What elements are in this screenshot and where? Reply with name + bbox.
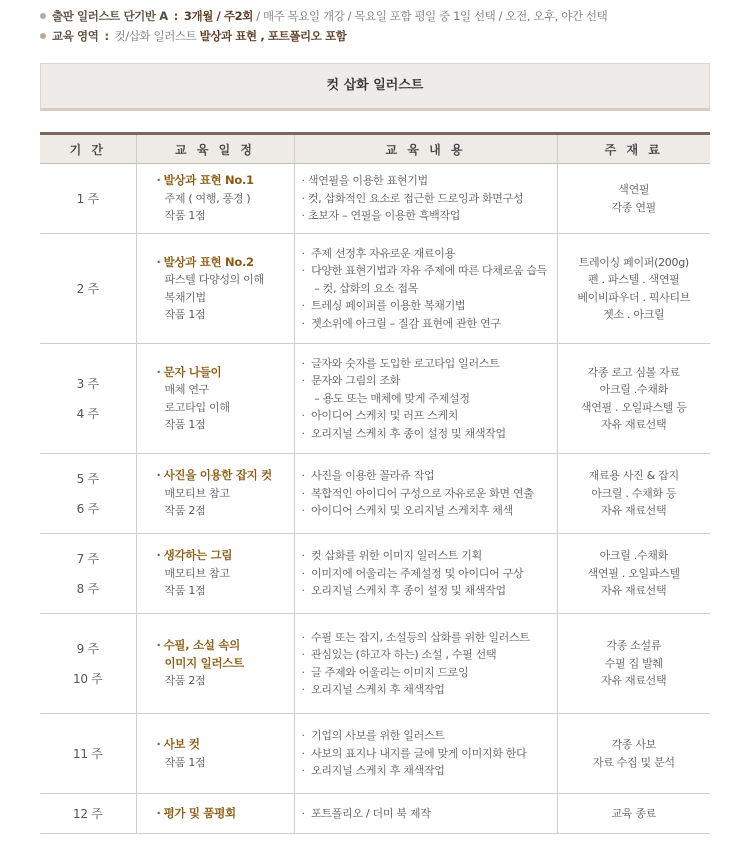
schedule-line: 주제 ( 여행, 풍경 ) (164, 191, 251, 205)
content-line: · 주제 선정후 자유로운 재료이용 (301, 246, 455, 260)
table-body (40, 164, 710, 834)
content-line: · 문자와 그림의 조화 (301, 374, 401, 388)
material-line: 교육 종료 (611, 806, 656, 820)
table-row (40, 234, 710, 344)
schedule-line: 작품 1점 (164, 308, 206, 321)
bullet-icon (40, 33, 46, 39)
content-line: · 글자와 숫자를 도입한 로고타입 일러스트 (301, 356, 500, 370)
schedule-line: 매모티브 참고 (164, 566, 230, 580)
material-line: 자유 재료선택 (601, 584, 667, 598)
content-line: · 오리지널 스케치 후 채색작업 (301, 764, 445, 778)
schedule-cell (136, 614, 294, 714)
content-line: · 기업의 사보를 위한 일러스트 (301, 729, 445, 743)
materials-cell (557, 614, 710, 714)
table-row (40, 714, 710, 794)
schedule-cell (136, 344, 294, 454)
table-row (40, 344, 710, 454)
course-label: 출판 일러스트 단기반 A (52, 9, 168, 23)
schedule-title (157, 172, 294, 190)
content-line: – 컷, 삽화의 요소 접목 (301, 281, 419, 295)
schedule-line: 작품 1점 (164, 584, 206, 598)
content-line: · 젯소위에 아크릴 – 질감 표현에 관한 연구 (301, 316, 501, 330)
material-line: 재료용 사진 & 잡지 (588, 469, 679, 483)
period-value: 11 주 (73, 746, 103, 761)
header-materials: 주 재 료 (557, 134, 710, 164)
material-line: 자유 재료선택 (601, 674, 667, 688)
period-cell (40, 714, 136, 794)
content-line: · 초보자 – 연필을 이용한 흑백작업 (301, 209, 461, 223)
schedule-title-text: 생각하는 그림 (163, 548, 233, 563)
content-line: · 사보의 표지나 내지를 글에 맞게 이미지화 한다 (301, 746, 527, 760)
material-line: 색연필 (618, 183, 650, 196)
materials-cell (557, 714, 710, 794)
area-info-line (40, 28, 347, 44)
colon-separator: : (173, 9, 178, 23)
content-line: · 포트폴리오 / 더미 북 제작 (301, 806, 431, 820)
schedule-line: 작품 2점 (164, 674, 206, 688)
material-line: 트레이싱 페이퍼(200g) (578, 255, 689, 269)
period-value: 10 주 (73, 671, 103, 686)
schedule-title (157, 364, 294, 382)
schedule-title-text: 평가 및 품평회 (163, 805, 236, 820)
content-line: · 아이디어 스케치 및 오리지널 스케치후 채색 (301, 504, 513, 518)
period-cell (40, 614, 136, 714)
table-row (40, 614, 710, 714)
header-content: 교 육 내 용 (294, 134, 557, 164)
materials-cell (557, 454, 710, 534)
schedule-line: 파스텔 다양성의 이해 (164, 273, 264, 286)
schedule-title (157, 467, 294, 485)
bullet-dot: · (156, 254, 161, 269)
table-row (40, 794, 710, 834)
material-line: 아크릴 .수채화 (599, 383, 668, 396)
table-row (40, 534, 710, 614)
material-line: 각종 로고 심볼 자료 (587, 365, 680, 379)
content-line: · 글 주제와 어울리는 이미지 드로잉 (301, 665, 469, 679)
schedule-line: 작품 1점 (164, 209, 206, 223)
content-line: – 용도 또는 매체에 맞게 주제설정 (301, 391, 470, 405)
schedule-cell (136, 714, 294, 794)
material-line: 각종 연필 (611, 200, 656, 214)
material-line: 아크릴 . 수채화 등 (591, 486, 677, 500)
period-value: 5 주 (76, 471, 99, 486)
material-line: 각종 사보 (611, 738, 656, 751)
schedule-line: 매체 연구 (164, 383, 210, 396)
content-line: · 다양한 표현기법과 자유 주제에 따른 다채로움 습득 (301, 264, 548, 278)
material-line: 자유 재료선택 (601, 504, 667, 518)
period-value: 3 주 (76, 376, 99, 391)
material-line: 자료 수집 및 분석 (592, 755, 675, 769)
area-highlight: 발상과 표현 , 포트폴리오 포함 (199, 29, 347, 43)
material-line: 베이비파우더 . 픽사티브 (577, 290, 691, 304)
schedule-cell (136, 234, 294, 344)
bullet-dot: · (156, 638, 161, 653)
material-line: 펜 . 파스텔 . 색연필 (588, 273, 680, 286)
material-line: 각종 소설류 (606, 639, 662, 653)
bullet-dot: · (156, 737, 161, 751)
header-period: 기 간 (40, 134, 136, 164)
content-line: · 관심있는 (하고자 하는) 소설 , 수필 선택 (301, 648, 497, 661)
schedule-cell (136, 454, 294, 534)
section-title: 컷 삽화 일러스트 (40, 63, 710, 111)
content-line: · 복합적인 아이디어 구성으로 자유로운 화면 연출 (301, 486, 534, 500)
bullet-dot: · (156, 468, 161, 483)
schedule-title (157, 805, 294, 823)
content-line: · 아이디어 스케치 및 러프 스케치 (301, 409, 459, 423)
period-cell (40, 454, 136, 534)
table-row (40, 454, 710, 534)
content-line: · 사진을 이용한 꼴라쥬 작업 (301, 469, 435, 483)
period-value: 6 주 (76, 501, 99, 516)
schedule-line: 매모티브 참고 (164, 486, 230, 500)
schedule-line: 복채기법 (164, 290, 206, 304)
curriculum-table (40, 132, 710, 834)
content-line: · 오리지널 스케치 후 채색작업 (301, 683, 445, 696)
material-line: 색연필 . 오일파스텔 등 (580, 400, 687, 414)
period-cell (40, 534, 136, 614)
schedule-line: 작품 1점 (164, 755, 206, 769)
schedule-line: 작품 1점 (164, 418, 206, 431)
materials-cell (557, 234, 710, 344)
content-cell (294, 534, 557, 614)
bullet-dot: · (156, 805, 161, 820)
period-value: 9 주 (76, 641, 99, 656)
period-value: 8 주 (76, 581, 99, 596)
period-cell (40, 344, 136, 454)
schedule-title (157, 655, 294, 673)
schedule-title (157, 254, 294, 272)
content-cell (294, 614, 557, 714)
content-cell (294, 454, 557, 534)
content-line: · 수필 또는 잡지, 소설등의 삽화를 위한 일러스트 (301, 630, 530, 644)
material-line: 색연필 . 오일파스텔 (587, 566, 680, 580)
schedule-title-text: 문자 나들이 (163, 364, 222, 379)
colon-separator: : (104, 29, 109, 43)
content-cell (294, 714, 557, 794)
course-schedule: / 매주 목요일 개강 / 목요일 포함 평일 중 1일 선택 / 오전, 오후, 야간 선택 (252, 9, 608, 23)
content-cell (294, 344, 557, 454)
table-row (40, 164, 710, 234)
course-duration: 3개월 / 주2회 (183, 9, 253, 23)
header-schedule: 교 육 일 정 (136, 134, 294, 164)
materials-cell (557, 344, 710, 454)
bullet-icon (40, 13, 46, 19)
content-line: · 컷, 삽화적인 요소로 접근한 드로잉과 화면구성 (301, 191, 524, 205)
schedule-line: 작품 2점 (164, 504, 206, 518)
period-cell (40, 234, 136, 344)
schedule-title (157, 736, 294, 754)
schedule-title (157, 547, 294, 565)
content-cell (294, 164, 557, 234)
period-cell (40, 164, 136, 234)
period-cell (40, 794, 136, 834)
material-line: 아크릴 .수채화 (599, 549, 668, 563)
period-value: 2 주 (76, 281, 99, 296)
content-line: · 오리지널 스케치 후 종이 설정 및 채색작업 (301, 426, 506, 440)
schedule-cell (136, 794, 294, 834)
schedule-title (157, 637, 294, 655)
content-cell (294, 794, 557, 834)
table-header-row (40, 134, 710, 164)
schedule-title-text: 발상과 표현 No.1 (163, 173, 254, 188)
schedule-line: 로고타입 이해 (164, 400, 230, 414)
bullet-dot: · (156, 548, 161, 563)
schedule-title-text: 이미지 일러스트 (164, 655, 244, 670)
area-label: 교육 영역 (52, 29, 99, 43)
materials-cell (557, 794, 710, 834)
content-line: · 오리지널 스케치 후 종이 설정 및 채색작업 (301, 584, 506, 598)
area-detail: 컷/삽화 일러스트 (114, 29, 200, 43)
content-line: · 색연필을 이용한 표현기법 (301, 174, 428, 188)
period-value: 12 주 (73, 806, 103, 821)
schedule-title-text: 사보 컷 (163, 737, 200, 751)
material-line: 젯소 . 아크릴 (603, 308, 665, 321)
materials-cell (557, 534, 710, 614)
schedule-title-text: 발상과 표현 No.2 (163, 254, 254, 269)
material-line: 수필 집 발췌 (604, 656, 663, 670)
schedule-title-text: 사진을 이용한 잡지 컷 (163, 468, 272, 483)
period-value: 4 주 (76, 406, 99, 421)
content-line: · 이미지에 어울리는 주제설정 및 아이디어 구상 (301, 566, 524, 580)
period-value: 1 주 (76, 191, 99, 206)
schedule-cell (136, 534, 294, 614)
schedule-cell (136, 164, 294, 234)
content-line: · 컷 삽화를 위한 이미지 일러스트 기획 (301, 549, 482, 563)
material-line: 자유 재료선택 (601, 418, 667, 431)
content-line: · 트레싱 페이퍼를 이용한 복채기법 (301, 299, 466, 313)
bullet-dot: · (156, 364, 161, 379)
content-cell (294, 234, 557, 344)
bullet-dot: · (156, 173, 161, 188)
period-value: 7 주 (76, 551, 99, 566)
course-info-line (40, 8, 607, 24)
materials-cell (557, 164, 710, 234)
schedule-title-text: 수필, 소설 속의 (163, 638, 240, 653)
